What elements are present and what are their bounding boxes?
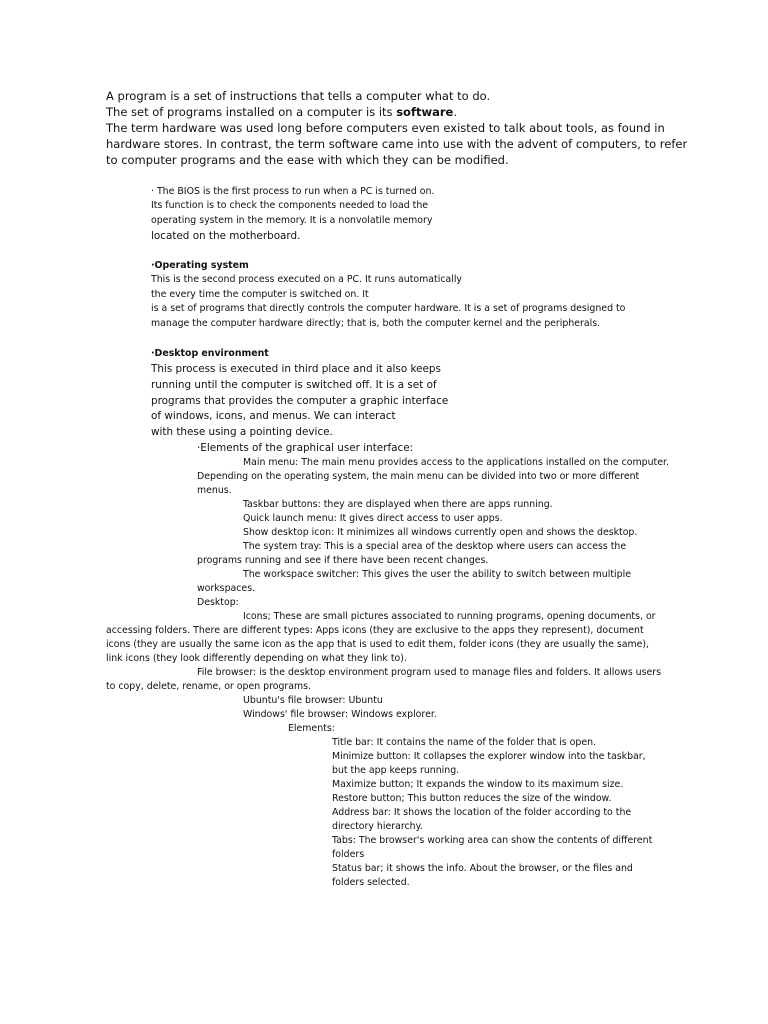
el-minimize-1: Minimize button: It collapses the explorer window into the taskbar, xyxy=(332,751,646,762)
el-address-1: Address bar: It shows the location of the folder according to the xyxy=(332,807,632,818)
gui-ubuntu: Ubuntu's file browser: Ubuntu xyxy=(243,695,383,706)
el-address-2: directory hierarchy. xyxy=(332,821,423,832)
bios-line-2: Its function is to check the components needed to load the xyxy=(151,200,429,211)
el-title-bar: Title bar: It contains the name of the folder that is open. xyxy=(332,737,597,748)
os-line-2: the every time the computer is switched on. It xyxy=(151,289,369,300)
gui-switcher-2: workspaces. xyxy=(197,583,256,594)
gui-quick-launch: Quick launch menu: It gives direct access to user apps. xyxy=(243,513,503,524)
intro-line-2-end: . xyxy=(453,105,457,119)
gui-icons-1: Icons; These are small pictures associated to running programs, opening documents, or xyxy=(243,611,656,622)
gui-taskbar: Taskbar buttons: they are displayed when there are apps running. xyxy=(243,499,553,510)
el-minimize-2: but the app keeps running. xyxy=(332,765,460,776)
el-status-1: Status bar; it shows the info. About the browser, or the files and xyxy=(332,863,633,874)
software-keyword: software xyxy=(396,105,454,119)
intro-line-1: A program is a set of instructions that tells a computer what to do. xyxy=(106,89,491,103)
el-restore: Restore button; This button reduces the size of the window. xyxy=(332,793,612,804)
gui-main-menu-3: menus. xyxy=(197,485,232,496)
intro-line-5: to computer programs and the ease with which they can be modified. xyxy=(106,153,509,167)
de-line-4: of windows, icons, and menus. We can interact xyxy=(151,410,396,422)
de-line-5: with these using a pointing device. xyxy=(151,426,333,438)
el-tabs-1: Tabs: The browser's working area can show the contents of different xyxy=(332,835,653,846)
gui-file-browser-1: File browser: is the desktop environment program used to manage files and folders. It allows users xyxy=(197,667,662,678)
de-line-2: running until the computer is switched off. It is a set of xyxy=(151,379,437,391)
gui-windows: Windows' file browser: Windows explorer. xyxy=(243,709,437,720)
gui-desktop: Desktop: xyxy=(197,597,239,608)
gui-elements: Elements: xyxy=(288,723,335,734)
bios-line-1: · The BIOS is the first process to run when a PC is turned on. xyxy=(151,186,435,197)
gui-icons-4: link icons (they look differently depending on what they link to). xyxy=(106,653,407,664)
el-tabs-2: folders xyxy=(332,849,365,860)
bios-line-3: operating system in the memory. It is a nonvolatile memory xyxy=(151,215,433,226)
gui-main-menu-1: Main menu: The main menu provides access to the applications installed on the computer. xyxy=(243,457,669,468)
gui-heading: ·Elements of the graphical user interface: xyxy=(197,442,414,454)
os-line-1: This is the second process executed on a PC. It runs automatically xyxy=(151,274,462,285)
de-line-3: programs that provides the computer a graphic interface xyxy=(151,395,449,407)
intro-line-4: hardware stores. In contrast, the term software came into use with the advent of computers, to refer xyxy=(106,137,688,151)
de-line-1: This process is executed in third place and it also keeps xyxy=(151,363,441,375)
intro-line-2-text: The set of programs installed on a computer is its xyxy=(106,105,397,119)
de-heading: ·Desktop environment xyxy=(151,348,269,359)
gui-tray-2: programs running and see if there have been recent changes. xyxy=(197,555,489,566)
gui-show-desktop: Show desktop icon: It minimizes all windows currently open and shows the desktop. xyxy=(243,527,638,538)
os-line-4: manage the computer hardware directly; that is, both the computer kernel and the peripherals. xyxy=(151,318,601,329)
gui-file-browser-2: to copy, delete, rename, or open programs. xyxy=(106,681,312,692)
os-heading: ·Operating system xyxy=(151,260,249,271)
gui-main-menu-2: Depending on the operating system, the main menu can be divided into two or more different xyxy=(197,471,640,482)
gui-icons-2: accessing folders. There are different types: Apps icons (they are exclusive to the apps they represent), document xyxy=(106,625,644,636)
bios-line-4: located on the motherboard. xyxy=(151,230,301,242)
gui-icons-3: icons (they are usually the same icon as the app that is used to edit them, folder icons (they are usually the same), xyxy=(106,639,650,650)
el-status-2: folders selected. xyxy=(332,877,410,888)
el-maximize: Maximize button; It expands the window to its maximum size. xyxy=(332,779,624,790)
gui-tray-1: The system tray: This is a special area of the desktop where users can access the xyxy=(243,541,627,552)
gui-switcher-1: The workspace switcher: This gives the user the ability to switch between multiple xyxy=(243,569,631,580)
intro-line-2 xyxy=(106,107,457,119)
intro-line-3: The term hardware was used long before computers even existed to talk about tools, as found in xyxy=(106,121,665,135)
os-line-3: is a set of programs that directly controls the computer hardware. It is a set of programs designed to xyxy=(151,303,626,314)
